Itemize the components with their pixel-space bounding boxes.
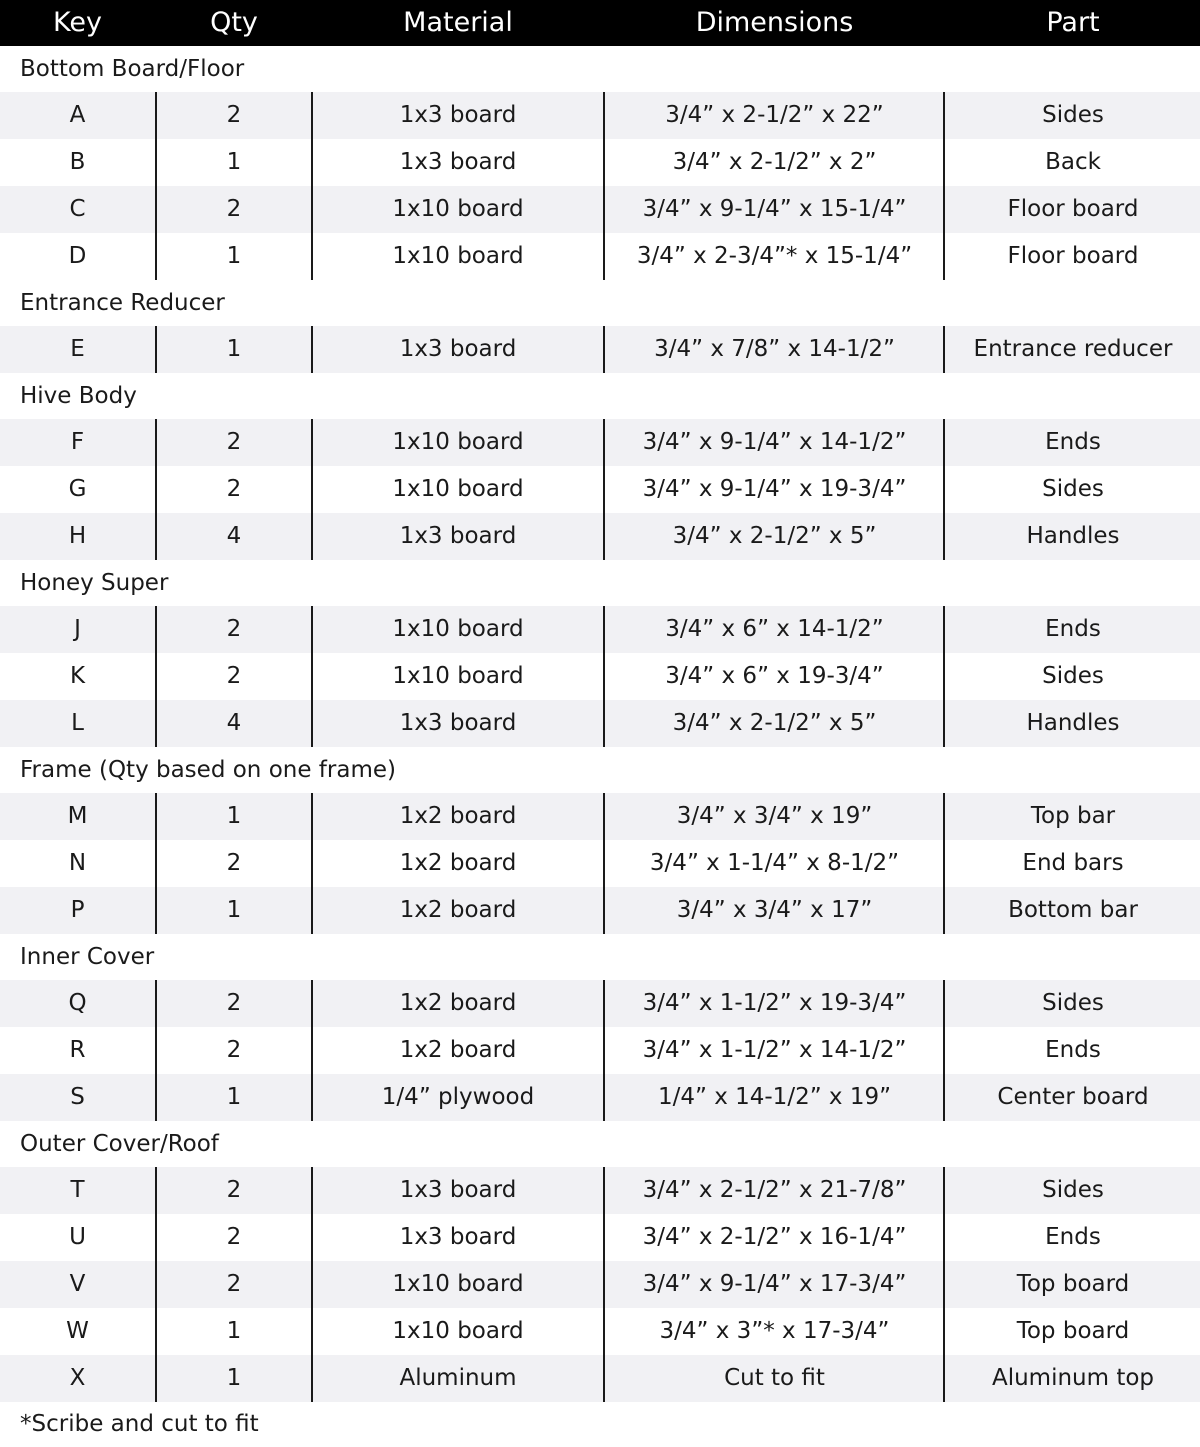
column-divider <box>311 887 313 934</box>
cell-part: Top board <box>1016 1271 1130 1297</box>
cell-part: End bars <box>1022 850 1124 876</box>
table-row <box>0 840 1200 887</box>
cell-qty: 2 <box>226 429 242 455</box>
cell-part: Ends <box>1045 1224 1101 1250</box>
column-divider <box>155 793 157 840</box>
cell-material: 1x10 board <box>392 429 524 455</box>
column-divider <box>603 1027 605 1074</box>
column-divider <box>155 980 157 1027</box>
table-row <box>0 466 1200 513</box>
column-divider <box>603 1167 605 1214</box>
cell-key: P <box>70 897 85 923</box>
cell-qty: 2 <box>226 1271 242 1297</box>
column-divider <box>155 1027 157 1074</box>
cell-material: 1x3 board <box>399 336 517 362</box>
cell-dimensions: 3/4” x 2-1/2” x 21-7/8” <box>642 1177 907 1203</box>
cell-qty: 4 <box>226 710 242 736</box>
column-divider <box>155 887 157 934</box>
cell-part: Floor board <box>1007 243 1139 269</box>
cell-dimensions: 3/4” x 7/8” x 14-1/2” <box>654 336 895 362</box>
column-divider <box>603 887 605 934</box>
column-divider <box>155 1167 157 1214</box>
cell-dimensions: 1/4” x 14-1/2” x 19” <box>657 1084 892 1110</box>
column-divider <box>603 700 605 747</box>
cell-qty: 2 <box>226 1177 242 1203</box>
cell-part: Ends <box>1045 616 1101 642</box>
column-divider <box>943 92 945 139</box>
cell-part: Floor board <box>1007 196 1139 222</box>
cell-material: 1x2 board <box>399 803 517 829</box>
cell-qty: 1 <box>226 336 242 362</box>
cell-qty: 1 <box>226 1365 242 1391</box>
cell-material: 1x10 board <box>392 1271 524 1297</box>
section-title: Bottom Board/Floor <box>20 56 245 82</box>
cell-material: 1x3 board <box>399 1224 517 1250</box>
cell-part: Center board <box>997 1084 1149 1110</box>
section-header <box>0 1121 1200 1167</box>
cell-qty: 1 <box>226 1318 242 1344</box>
cell-dimensions: 3/4” x 2-1/2” x 22” <box>665 102 884 128</box>
column-divider <box>155 92 157 139</box>
cell-part: Top bar <box>1030 803 1116 829</box>
cell-qty: 2 <box>226 476 242 502</box>
cell-dimensions: 3/4” x 3/4” x 17” <box>676 897 873 923</box>
section-header <box>0 373 1200 419</box>
column-divider <box>311 1261 313 1308</box>
section-header <box>0 280 1200 326</box>
column-divider <box>155 1308 157 1355</box>
cell-dimensions: 3/4” x 3/4” x 19” <box>676 803 873 829</box>
section-title: Hive Body <box>20 383 137 409</box>
column-divider <box>603 186 605 233</box>
header-key: Key <box>53 7 102 38</box>
table-row <box>0 513 1200 560</box>
column-divider <box>311 1027 313 1074</box>
section-title: Frame (Qty based on one frame) <box>20 757 396 783</box>
column-divider <box>155 653 157 700</box>
header-qty: Qty <box>210 7 258 38</box>
cell-material: 1x3 board <box>399 102 517 128</box>
table-row <box>0 793 1200 840</box>
cell-dimensions: 3/4” x 3”* x 17-3/4” <box>659 1318 890 1344</box>
table-row <box>0 326 1200 373</box>
column-divider <box>155 466 157 513</box>
cell-qty: 2 <box>226 1224 242 1250</box>
column-divider <box>603 92 605 139</box>
table-row <box>0 1261 1200 1308</box>
column-divider <box>155 139 157 186</box>
table-row <box>0 1308 1200 1355</box>
column-divider <box>311 513 313 560</box>
section-title: Inner Cover <box>20 944 155 970</box>
table-row <box>0 653 1200 700</box>
column-divider <box>311 139 313 186</box>
cell-material: 1x10 board <box>392 1318 524 1344</box>
cell-material: 1x10 board <box>392 243 524 269</box>
cell-key: B <box>69 149 86 175</box>
cell-part: Sides <box>1042 102 1104 128</box>
cell-material: 1x3 board <box>399 149 517 175</box>
cell-part: Sides <box>1042 1177 1104 1203</box>
cell-dimensions: 3/4” x 2-1/2” x 2” <box>672 149 877 175</box>
column-divider <box>603 1355 605 1402</box>
table-row <box>0 92 1200 139</box>
cell-material: 1x3 board <box>399 523 517 549</box>
column-divider <box>311 326 313 373</box>
cell-qty: 2 <box>226 102 242 128</box>
cell-material: 1x2 board <box>399 850 517 876</box>
section-title: Honey Super <box>20 570 169 596</box>
cell-dimensions: 3/4” x 9-1/4” x 17-3/4” <box>642 1271 907 1297</box>
cell-part: Top board <box>1016 1318 1130 1344</box>
section-header <box>0 934 1200 980</box>
column-divider <box>943 1308 945 1355</box>
cell-material: 1x10 board <box>392 663 524 689</box>
column-divider <box>311 1167 313 1214</box>
column-divider <box>155 700 157 747</box>
column-divider <box>943 1167 945 1214</box>
column-divider <box>943 139 945 186</box>
column-divider <box>603 326 605 373</box>
cell-key: V <box>69 1271 86 1297</box>
column-divider <box>311 653 313 700</box>
column-divider <box>311 700 313 747</box>
cell-part: Bottom bar <box>1008 897 1138 923</box>
cell-key: T <box>70 1177 85 1203</box>
column-divider <box>311 840 313 887</box>
cell-qty: 2 <box>226 990 242 1016</box>
cell-dimensions: 3/4” x 1-1/2” x 14-1/2” <box>642 1037 907 1063</box>
footnote: *Scribe and cut to fit <box>20 1411 259 1437</box>
cell-part: Entrance reducer <box>973 336 1173 362</box>
cell-qty: 2 <box>226 616 242 642</box>
column-divider <box>943 1261 945 1308</box>
cell-material: 1x3 board <box>399 710 517 736</box>
column-divider <box>155 419 157 466</box>
cell-part: Aluminum top <box>991 1365 1155 1391</box>
cell-dimensions: 3/4” x 2-1/2” x 16-1/4” <box>642 1224 907 1250</box>
cell-dimensions: 3/4” x 9-1/4” x 14-1/2” <box>642 429 907 455</box>
cell-part: Back <box>1045 149 1101 175</box>
column-divider <box>311 793 313 840</box>
cell-qty: 1 <box>226 897 242 923</box>
cell-key: G <box>68 476 87 502</box>
column-divider <box>943 653 945 700</box>
cell-key: N <box>68 850 87 876</box>
table-row <box>0 139 1200 186</box>
column-divider <box>155 606 157 653</box>
cell-key: L <box>71 710 84 736</box>
cell-qty: 2 <box>226 196 242 222</box>
table-row <box>0 1167 1200 1214</box>
cell-qty: 1 <box>226 243 242 269</box>
section-title: Entrance Reducer <box>20 290 225 316</box>
column-divider <box>155 1261 157 1308</box>
table-row <box>0 1355 1200 1402</box>
column-divider <box>311 233 313 280</box>
cell-material: 1x10 board <box>392 476 524 502</box>
column-divider <box>943 980 945 1027</box>
column-divider <box>311 1074 313 1121</box>
column-divider <box>943 1027 945 1074</box>
column-divider <box>943 700 945 747</box>
column-divider <box>603 840 605 887</box>
cell-key: X <box>69 1365 86 1391</box>
cell-dimensions: 3/4” x 6” x 14-1/2” <box>665 616 884 642</box>
table-row <box>0 1214 1200 1261</box>
column-divider <box>603 466 605 513</box>
cell-material: 1x10 board <box>392 616 524 642</box>
column-divider <box>155 186 157 233</box>
cell-key: J <box>74 616 81 642</box>
column-divider <box>603 1308 605 1355</box>
cell-qty: 1 <box>226 149 242 175</box>
column-divider <box>603 793 605 840</box>
cell-key: D <box>68 243 87 269</box>
column-divider <box>943 419 945 466</box>
cell-dimensions: 3/4” x 9-1/4” x 19-3/4” <box>642 476 907 502</box>
cell-dimensions: 3/4” x 1-1/2” x 19-3/4” <box>642 990 907 1016</box>
cell-part: Sides <box>1042 990 1104 1016</box>
column-divider <box>155 1074 157 1121</box>
cell-key: F <box>70 429 85 455</box>
cell-part: Ends <box>1045 429 1101 455</box>
table-header <box>0 0 1200 46</box>
column-divider <box>603 233 605 280</box>
cell-key: Q <box>68 990 87 1016</box>
cell-qty: 4 <box>226 523 242 549</box>
table-row <box>0 606 1200 653</box>
cell-key: S <box>70 1084 85 1110</box>
section-title: Outer Cover/Roof <box>20 1131 219 1157</box>
cell-qty: 2 <box>226 663 242 689</box>
column-divider <box>943 466 945 513</box>
column-divider <box>603 980 605 1027</box>
section-header <box>0 560 1200 606</box>
cell-part: Sides <box>1042 476 1104 502</box>
cell-part: Handles <box>1026 710 1120 736</box>
cell-key: U <box>69 1224 86 1250</box>
table-row <box>0 419 1200 466</box>
cell-key: W <box>66 1318 89 1344</box>
column-divider <box>943 840 945 887</box>
cell-material: 1x2 board <box>399 1037 517 1063</box>
column-divider <box>155 326 157 373</box>
column-divider <box>311 1214 313 1261</box>
table-row <box>0 1074 1200 1121</box>
cell-dimensions: Cut to fit <box>724 1365 825 1391</box>
column-divider <box>943 887 945 934</box>
column-divider <box>943 326 945 373</box>
cell-dimensions: 3/4” x 2-1/2” x 5” <box>672 523 877 549</box>
column-divider <box>155 840 157 887</box>
column-divider <box>155 233 157 280</box>
table-row <box>0 700 1200 747</box>
column-divider <box>943 186 945 233</box>
column-divider <box>943 1074 945 1121</box>
cell-material: 1/4” plywood <box>381 1084 535 1110</box>
cell-key: R <box>69 1037 86 1063</box>
column-divider <box>603 1261 605 1308</box>
cell-material: 1x10 board <box>392 196 524 222</box>
column-divider <box>311 606 313 653</box>
cell-qty: 2 <box>226 1037 242 1063</box>
cell-material: 1x3 board <box>399 1177 517 1203</box>
cell-key: H <box>68 523 87 549</box>
header-dimensions: Dimensions <box>695 7 854 38</box>
header-part: Part <box>1046 7 1100 38</box>
cell-part: Ends <box>1045 1037 1101 1063</box>
cell-part: Sides <box>1042 663 1104 689</box>
column-divider <box>311 92 313 139</box>
cell-dimensions: 3/4” x 6” x 19-3/4” <box>665 663 884 689</box>
cell-material: 1x2 board <box>399 897 517 923</box>
cell-dimensions: 3/4” x 9-1/4” x 15-1/4” <box>642 196 907 222</box>
table-row <box>0 186 1200 233</box>
column-divider <box>603 653 605 700</box>
table-row <box>0 887 1200 934</box>
cell-key: M <box>67 803 88 829</box>
column-divider <box>603 513 605 560</box>
column-divider <box>943 233 945 280</box>
column-divider <box>943 513 945 560</box>
cell-material: Aluminum <box>399 1365 517 1391</box>
column-divider <box>603 606 605 653</box>
cell-material: 1x2 board <box>399 990 517 1016</box>
column-divider <box>943 606 945 653</box>
header-material: Material <box>403 7 513 38</box>
column-divider <box>155 1214 157 1261</box>
cell-dimensions: 3/4” x 1-1/4” x 8-1/2” <box>649 850 900 876</box>
column-divider <box>311 1355 313 1402</box>
cell-dimensions: 3/4” x 2-1/2” x 5” <box>672 710 877 736</box>
column-divider <box>311 466 313 513</box>
cell-key: A <box>69 102 86 128</box>
cell-qty: 2 <box>226 850 242 876</box>
column-divider <box>603 1074 605 1121</box>
cell-dimensions: 3/4” x 2-3/4”* x 15-1/4” <box>636 243 913 269</box>
section-header <box>0 747 1200 793</box>
table-row <box>0 980 1200 1027</box>
column-divider <box>943 1214 945 1261</box>
cell-key: K <box>69 663 86 689</box>
cell-qty: 1 <box>226 1084 242 1110</box>
column-divider <box>943 793 945 840</box>
section-header <box>0 46 1200 92</box>
cell-qty: 1 <box>226 803 242 829</box>
column-divider <box>311 1308 313 1355</box>
cell-key: E <box>70 336 85 362</box>
table-row <box>0 1027 1200 1074</box>
column-divider <box>603 139 605 186</box>
column-divider <box>603 1214 605 1261</box>
table-row <box>0 233 1200 280</box>
cell-key: C <box>69 196 86 222</box>
column-divider <box>311 980 313 1027</box>
column-divider <box>311 186 313 233</box>
column-divider <box>311 419 313 466</box>
column-divider <box>943 1355 945 1402</box>
column-divider <box>155 513 157 560</box>
column-divider <box>603 419 605 466</box>
cell-part: Handles <box>1026 523 1120 549</box>
column-divider <box>155 1355 157 1402</box>
